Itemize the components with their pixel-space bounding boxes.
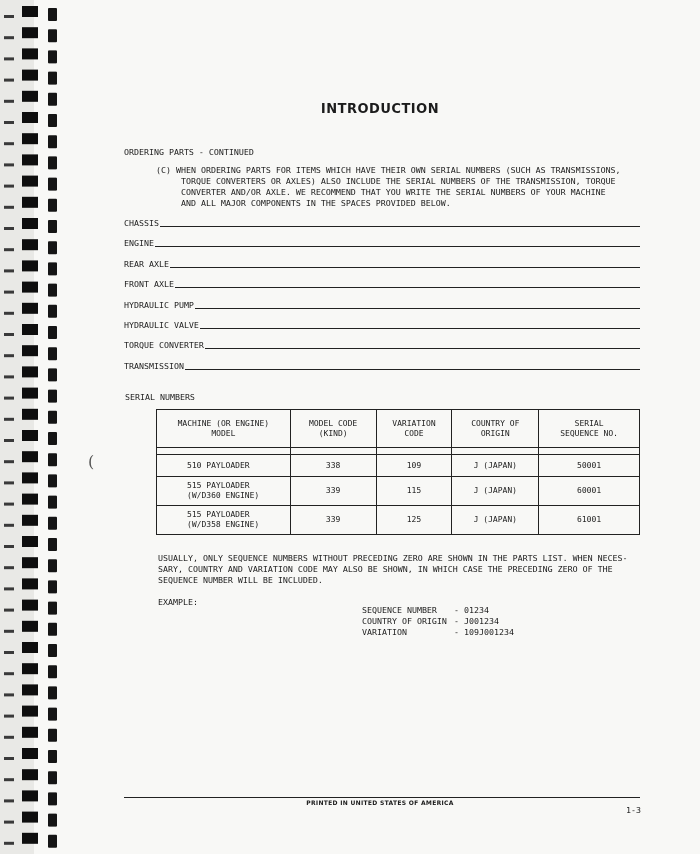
field-torque-converter[interactable] — [124, 339, 640, 351]
binding-ring — [22, 600, 38, 611]
binding-hole — [48, 8, 57, 21]
binding-hole — [48, 262, 57, 275]
field-line[interactable] — [170, 267, 640, 268]
binding-hole — [48, 72, 57, 85]
binding-tick — [4, 821, 14, 824]
example-country-label: COUNTRY OF ORIGIN — [362, 616, 447, 626]
field-rear-axle[interactable] — [124, 258, 640, 270]
binding-tick — [4, 693, 14, 696]
binding-hole — [48, 580, 57, 593]
header-machine-model: MACHINE (OR ENGINE) MODEL — [157, 410, 291, 448]
binding-ring — [22, 663, 38, 674]
binding-tick — [4, 121, 14, 124]
binding-ring — [22, 260, 38, 271]
binding-hole — [48, 686, 57, 699]
binding-tick — [4, 757, 14, 760]
binding-ring — [22, 621, 38, 632]
binding-hole — [48, 474, 57, 487]
cell-model: 510 PAYLOADER — [157, 455, 291, 477]
binding-ring — [22, 642, 38, 653]
binding-ring — [22, 27, 38, 38]
binding-hole — [48, 538, 57, 551]
binding-tick — [4, 291, 14, 294]
binding-hole — [48, 750, 57, 763]
binding-tick — [4, 651, 14, 654]
field-label: HYDRAULIC PUMP — [124, 300, 194, 310]
binding-tick — [4, 609, 14, 612]
field-line[interactable] — [155, 246, 640, 247]
binding-tick — [4, 397, 14, 400]
field-line[interactable] — [200, 328, 640, 329]
binding-tick — [4, 15, 14, 18]
binding-ring — [22, 812, 38, 823]
cell-model: 515 PAYLOADER (W/D358 ENGINE) — [157, 506, 291, 535]
binding-ring — [22, 154, 38, 165]
field-hydraulic-pump[interactable] — [124, 299, 640, 311]
binding-tick — [4, 439, 14, 442]
binding-hole — [48, 178, 57, 191]
binding-ring — [22, 748, 38, 759]
binding-hole — [48, 496, 57, 509]
binding-tick — [4, 163, 14, 166]
binding-hole — [48, 411, 57, 424]
binding-ring — [22, 515, 38, 526]
table-header-row — [157, 410, 640, 448]
binding-tick — [4, 672, 14, 675]
binding-ring — [22, 176, 38, 187]
binding-hole — [48, 453, 57, 466]
binding-tick — [4, 715, 14, 718]
binding-tick — [4, 481, 14, 484]
example-variation-value: - 109J001234 — [454, 627, 514, 637]
page-number: 1-3 — [626, 805, 641, 815]
binding-hole — [48, 368, 57, 381]
binding-hole — [48, 602, 57, 615]
binding-tick — [4, 418, 14, 421]
binding-ring — [22, 324, 38, 335]
binding-ring — [22, 388, 38, 399]
example-label: EXAMPLE: — [158, 597, 198, 607]
paragraph-c-line-4: AND ALL MAJOR COMPONENTS IN THE SPACES PROVIDED BELOW. — [156, 198, 451, 208]
binding-tick — [4, 269, 14, 272]
binding-ring — [22, 218, 38, 229]
cell-variation: 125 — [376, 506, 452, 535]
binding-ring — [22, 366, 38, 377]
binding-hole — [48, 708, 57, 721]
binding-hole — [48, 199, 57, 212]
binding-hole — [48, 517, 57, 530]
binding-hole — [48, 29, 57, 42]
binding-tick — [4, 354, 14, 357]
field-hydraulic-valve[interactable] — [124, 319, 640, 331]
field-label: HYDRAULIC VALVE — [124, 320, 199, 330]
binding-tick — [4, 778, 14, 781]
field-chassis[interactable] — [124, 217, 640, 229]
binding-tick — [4, 842, 14, 845]
field-line[interactable] — [175, 287, 640, 288]
binding-tick — [4, 142, 14, 145]
example-sequence-value: - 01234 — [454, 605, 489, 615]
paragraph-c-line-3: CONVERTER AND/OR AXLE. WE RECOMMEND THAT YOU WRITE THE SERIAL NUMBERS OF YOUR MACHINE — [156, 187, 606, 197]
binding-ring — [22, 345, 38, 356]
binding-hole — [48, 559, 57, 572]
field-label: REAR AXLE — [124, 259, 169, 269]
binding-hole — [48, 347, 57, 360]
binding-tick — [4, 545, 14, 548]
footer-rule — [124, 797, 640, 798]
binding-ring — [22, 70, 38, 81]
binding-hole — [48, 220, 57, 233]
field-label: TORQUE CONVERTER — [124, 340, 204, 350]
binding-ring — [22, 197, 38, 208]
field-label: CHASSIS — [124, 218, 159, 228]
binding-hole — [48, 835, 57, 848]
example-sequence-label: SEQUENCE NUMBER — [362, 605, 437, 615]
binding-strip — [0, 0, 34, 854]
header-variation-code: VARIATION CODE — [376, 410, 452, 448]
cell-model-code: 339 — [290, 506, 376, 535]
example-country-value: - J001234 — [454, 616, 499, 626]
serial-numbers-table — [156, 409, 640, 535]
field-transmission[interactable] — [124, 360, 640, 372]
binding-ring — [22, 578, 38, 589]
binding-hole — [48, 644, 57, 657]
binding-tick — [4, 503, 14, 506]
binding-ring — [22, 409, 38, 420]
binding-tick — [4, 587, 14, 590]
binding-ring — [22, 239, 38, 250]
field-label: TRANSMISSION — [124, 361, 184, 371]
note-line-2: SARY, COUNTRY AND VARIATION CODE MAY ALSO BE SHOWN, IN WHICH CASE THE PRECEDING ZERO OF THE — [158, 564, 613, 574]
binding-tick — [4, 375, 14, 378]
binding-tick — [4, 460, 14, 463]
note-line-1: USUALLY, ONLY SEQUENCE NUMBERS WITHOUT PRECEDING ZERO ARE SHOWN IN THE PARTS LIST. WHEN NECES- — [158, 553, 628, 563]
binding-hole — [48, 284, 57, 297]
example-variation-label: VARIATION — [362, 627, 407, 637]
binding-tick — [4, 57, 14, 60]
binding-hole — [48, 326, 57, 339]
binding-ring — [22, 706, 38, 717]
table-row — [157, 506, 640, 535]
binding-hole — [48, 50, 57, 63]
table-row — [157, 477, 640, 506]
header-serial-sequence: SERIAL SEQUENCE NO. — [539, 410, 640, 448]
binding-tick — [4, 736, 14, 739]
field-front-axle[interactable] — [124, 278, 640, 290]
binding-ring — [22, 684, 38, 695]
cell-model-code: 338 — [290, 455, 376, 477]
header-country-of-origin: COUNTRY OF ORIGIN — [452, 410, 539, 448]
binding-ring — [22, 48, 38, 59]
footer-text: PRINTED IN UNITED STATES OF AMERICA — [306, 800, 454, 807]
cell-serial: 50001 — [539, 455, 640, 477]
comb-binding — [0, 0, 70, 854]
binding-tick — [4, 227, 14, 230]
binding-ring — [22, 133, 38, 144]
binding-hole — [48, 623, 57, 636]
binding-tick — [4, 79, 14, 82]
field-line[interactable] — [205, 348, 640, 349]
header-model-code: MODEL CODE (KIND) — [290, 410, 376, 448]
binding-ring — [22, 472, 38, 483]
binding-ring — [22, 91, 38, 102]
field-label: ENGINE — [124, 238, 154, 248]
binding-hole — [48, 729, 57, 742]
cell-variation: 109 — [376, 455, 452, 477]
binding-tick — [4, 206, 14, 209]
binding-tick — [4, 630, 14, 633]
binding-ring — [22, 451, 38, 462]
binding-ring — [22, 536, 38, 547]
binding-tick — [4, 36, 14, 39]
page-title: INTRODUCTION — [320, 102, 440, 117]
binding-hole — [48, 305, 57, 318]
paragraph-c-line-2: TORQUE CONVERTERS OR AXLES) ALSO INCLUDE THE SERIAL NUMBERS OF THE TRANSMISSION, TORQUE — [156, 176, 616, 186]
binding-ring — [22, 769, 38, 780]
paragraph-c-line-1: (C) WHEN ORDERING PARTS FOR ITEMS WHICH HAVE THEIR OWN SERIAL NUMBERS (SUCH AS TRANSMISSIONS, — [156, 165, 621, 175]
binding-ring — [22, 282, 38, 293]
cell-country: J (JAPAN) — [452, 506, 539, 535]
binding-ring — [22, 6, 38, 17]
binding-hole — [48, 390, 57, 403]
binding-ring — [22, 557, 38, 568]
binding-hole — [48, 241, 57, 254]
cell-country: J (JAPAN) — [452, 477, 539, 506]
binding-ring — [22, 430, 38, 441]
cell-model-code: 339 — [290, 477, 376, 506]
field-engine[interactable] — [124, 237, 640, 249]
binding-ring — [22, 303, 38, 314]
binding-tick — [4, 248, 14, 251]
binding-ring — [22, 833, 38, 844]
field-label: FRONT AXLE — [124, 279, 174, 289]
binding-hole — [48, 814, 57, 827]
binding-tick — [4, 312, 14, 315]
binding-ring — [22, 727, 38, 738]
cell-model: 515 PAYLOADER (W/D360 ENGINE) — [157, 477, 291, 506]
field-line[interactable] — [185, 369, 640, 370]
table-row — [157, 455, 640, 477]
cell-serial: 61001 — [539, 506, 640, 535]
binding-hole — [48, 771, 57, 784]
field-line[interactable] — [195, 308, 640, 309]
serial-numbers-heading: SERIAL NUMBERS — [125, 392, 195, 402]
field-line[interactable] — [160, 226, 640, 227]
cell-country: J (JAPAN) — [452, 455, 539, 477]
section-heading: ORDERING PARTS - CONTINUED — [124, 147, 254, 157]
margin-mark: ( — [88, 452, 95, 471]
binding-tick — [4, 524, 14, 527]
binding-tick — [4, 185, 14, 188]
binding-hole — [48, 135, 57, 148]
note-line-3: SEQUENCE NUMBER WILL BE INCLUDED. — [158, 575, 323, 585]
binding-tick — [4, 333, 14, 336]
binding-tick — [4, 566, 14, 569]
binding-hole — [48, 156, 57, 169]
cell-variation: 115 — [376, 477, 452, 506]
binding-ring — [22, 494, 38, 505]
binding-hole — [48, 665, 57, 678]
cell-serial: 60001 — [539, 477, 640, 506]
table-spacer-row — [157, 448, 640, 455]
binding-hole — [48, 432, 57, 445]
